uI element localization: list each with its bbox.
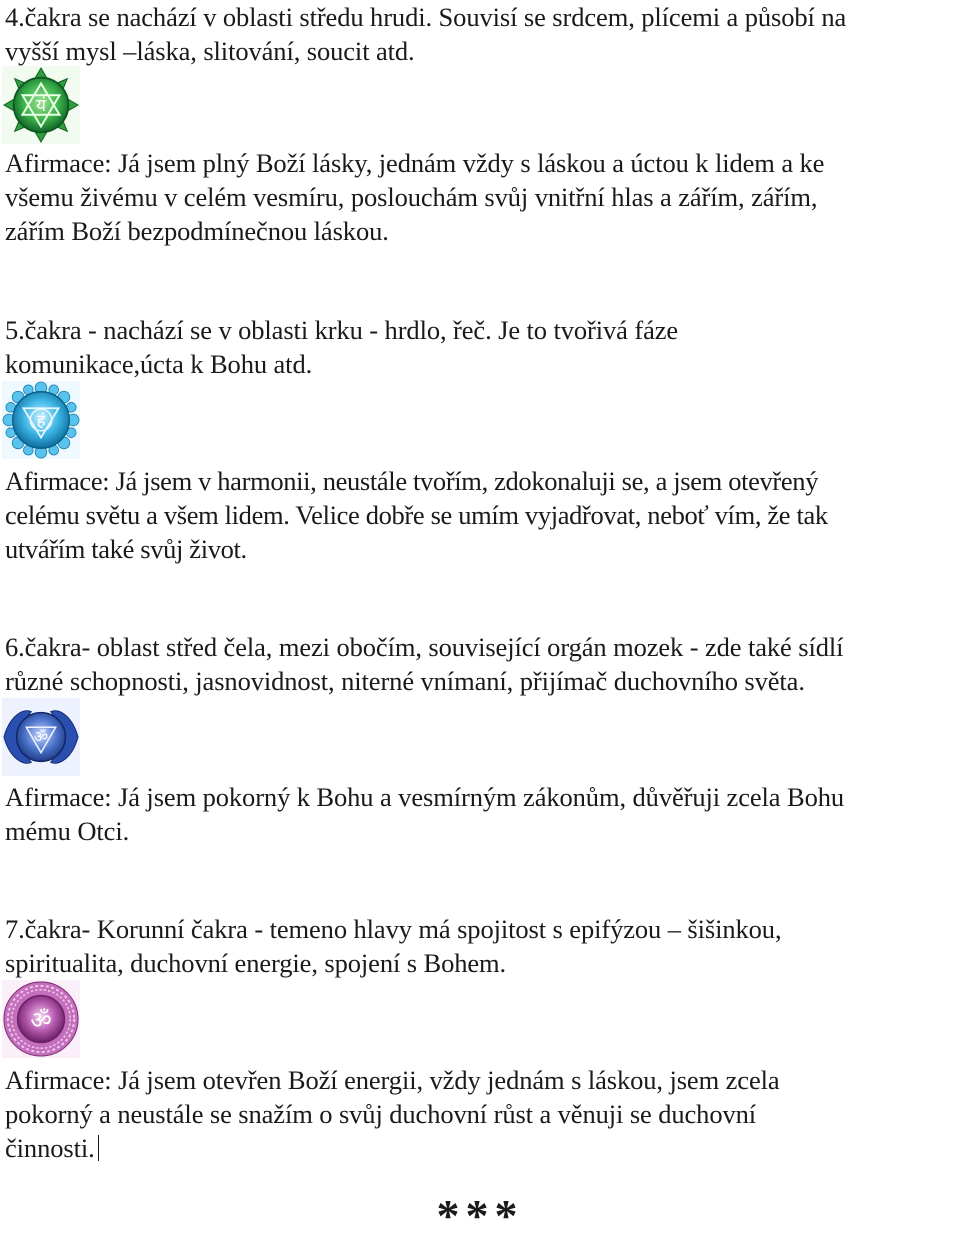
svg-text:ॐ: ॐ bbox=[33, 727, 49, 746]
chakra-4-affirmation: Afirmace: Já jsem plný Boží lásky, jednám vždy s láskou a úctou k lidem a ke všemu živému v celém vesmíru, poslouchám svůj vnitřní hlas a zářím, zářím, zářím Boží bezpodmínečnou láskou. bbox=[5, 148, 825, 246]
chakra-6-description: 6.čakra- oblast střed čela, mezi obočím, související orgán mozek - zde také sídlí různé schopnosti, jasnovidnost, niterné vnímaní, přijímač duchovního světa. bbox=[5, 632, 844, 696]
chakra-5-affirmation: Afirmace: Já jsem v harmonii, neustále tvořím, zdokonaluji se, a jsem otevřený celému světu a všem lidem. Velice dobře se umím vyjadřovat, neboť vím, že tak utvářím také svůj život. bbox=[5, 466, 828, 564]
crown-chakra-icon bbox=[2, 980, 80, 1058]
third-eye-chakra-icon bbox=[2, 698, 80, 776]
chakra-5-description: 5.čakra - nachází se v oblasti krku - hrdlo, řeč. Je to tvořivá fáze komunikace,úcta k Bohu atd. bbox=[5, 315, 679, 379]
chakra-7-affirmation bbox=[5, 1063, 960, 1165]
svg-text:हं: हं bbox=[36, 410, 46, 430]
chakra-7-description: 7.čakra- Korunní čakra - temeno hlavy má spojitost s epifýzou – šišinkou, spiritualita, duchovní energie, spojení s Bohem. bbox=[5, 914, 782, 978]
section-separator: *** bbox=[436, 1190, 524, 1241]
svg-text:यं: यं bbox=[35, 95, 47, 116]
throat-chakra-icon bbox=[2, 381, 80, 459]
chakra-4-description: 4.čakra se nachází v oblasti středu hrudi. Souvisí se srdcem, plícemi a působí na vyšší mysl –láska, slitování, soucit atd. bbox=[5, 2, 847, 66]
heart-chakra-icon bbox=[2, 66, 80, 144]
text-cursor bbox=[98, 1135, 99, 1161]
chakra-6-affirmation: Afirmace: Já jsem pokorný k Bohu a vesmírným zákonům, důvěřuji zcela Bohu mému Otci. bbox=[5, 782, 845, 846]
svg-text:ॐ: ॐ bbox=[30, 1005, 52, 1034]
chakra-7-affirmation-text: Afirmace: Já jsem otevřen Boží energii, vždy jednám s láskou, jsem zcela pokorný a neustále se snažím o svůj duchovní růst a věnuji se duchovní činnosti. bbox=[5, 1065, 780, 1163]
